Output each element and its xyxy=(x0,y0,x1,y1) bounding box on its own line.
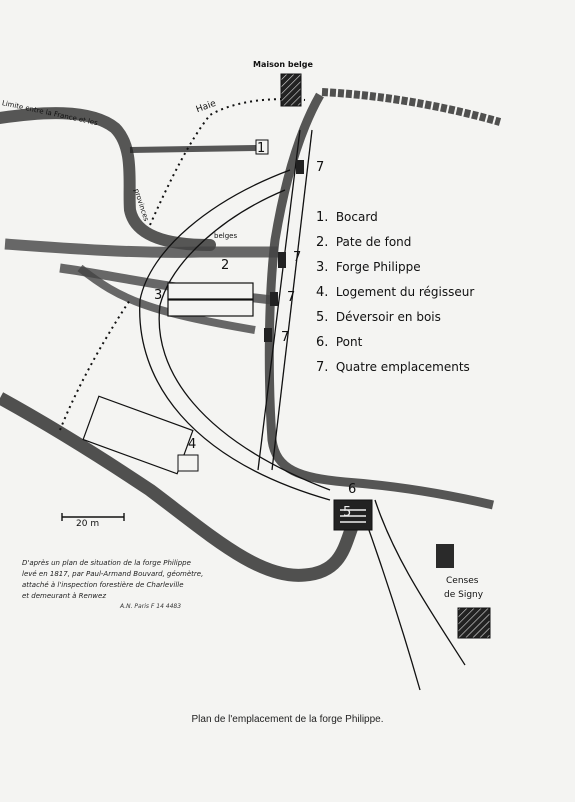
marker-7: 7 xyxy=(293,250,302,265)
road-south-1 xyxy=(360,505,420,690)
figure-caption: Plan de l'emplacement de la forge Philippe. xyxy=(191,714,384,725)
label-haie: Haie xyxy=(194,98,218,116)
millrace-top xyxy=(5,244,278,252)
label-frontier: Limite entre la France et les xyxy=(1,99,99,128)
legend-item: 7. Quatre emplacements xyxy=(316,360,470,375)
frontier-stream xyxy=(0,113,210,245)
marker-7: 7 xyxy=(287,290,296,305)
label-de-signy: de Signy xyxy=(444,590,484,600)
emplacement-marker xyxy=(270,292,278,306)
marker-2: 2 xyxy=(221,258,230,273)
forge-building-a xyxy=(168,283,253,299)
marker-1: 1 xyxy=(257,141,266,156)
legend-item: 5. Déversoir en bois xyxy=(316,310,441,325)
label-frontier-cont: provinces xyxy=(132,187,151,223)
label-censes: Censes xyxy=(446,576,479,586)
road-west-link xyxy=(130,148,258,150)
marker-4: 4 xyxy=(188,437,197,452)
north-stream xyxy=(322,92,500,122)
deversoir xyxy=(334,500,372,530)
legend-item: 2. Pate de fond xyxy=(316,235,412,250)
source-note: D'après un plan de situation de la forge Philippe levé en 1817, par Paul-Armand Bouvard, géomètre, attaché à l'inspection forestière de Charleville et demeurant à Renwez xyxy=(22,559,204,600)
maison-belge-building xyxy=(281,74,301,106)
legend-item: 3. Forge Philippe xyxy=(316,260,421,275)
emplacement-marker xyxy=(296,160,304,174)
archive-reference: A.N. Paris F 14 4483 xyxy=(120,603,182,610)
legend-item: 1. Bocard xyxy=(316,210,378,225)
label-belges: belges xyxy=(214,232,238,240)
emplacement-marker xyxy=(264,328,272,342)
emplacement-marker xyxy=(278,252,286,268)
legend-item: 6. Pont xyxy=(316,335,363,350)
legend-item: 4. Logement du régisseur xyxy=(316,285,475,300)
label-scale: 20 m xyxy=(76,519,100,529)
label-maison-belge: Maison belge xyxy=(253,60,313,69)
marker-6: 6 xyxy=(348,482,357,497)
map-legend xyxy=(316,205,474,380)
forge-building-b xyxy=(168,300,253,316)
marker-5: 5 xyxy=(343,505,352,520)
marker-3: 3 xyxy=(154,288,163,303)
censes-building-1 xyxy=(436,544,454,568)
regisseur-annex xyxy=(178,455,198,471)
marker-7: 7 xyxy=(281,330,290,345)
marker-7: 7 xyxy=(316,160,325,175)
censes-building-2 xyxy=(458,608,490,638)
